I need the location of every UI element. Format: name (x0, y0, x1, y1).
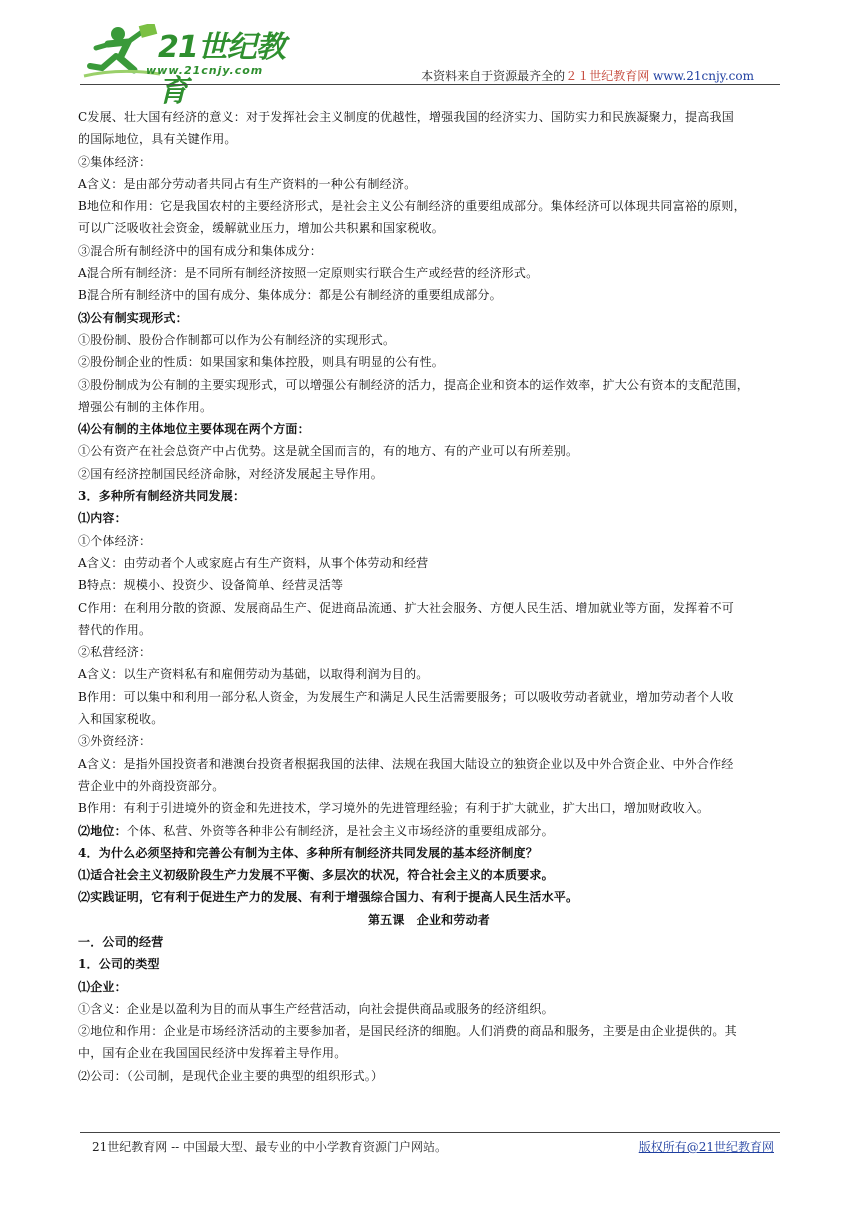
text-line: ②地位和作用：企业是市场经济活动的主要参加者，是国民经济的细胞。人们消费的商品和服务，主要是由企业提供的。其 (78, 1024, 737, 1039)
text-line: B作用：可以集中和利用一部分私人资金，为发展生产和满足人民生活需要服务；可以吸收劳动者就业，增加劳动者个人收 (78, 689, 734, 704)
header-divider (80, 84, 780, 85)
text-line: ①个体经济： (78, 533, 152, 548)
logo-wordmark: 21世纪教育 (158, 30, 285, 109)
text-line: ②集体经济： (78, 154, 152, 169)
document-body (78, 106, 780, 1087)
text-line: ③外资经济： (78, 734, 152, 749)
text-line: ③混合所有制经济中的国有成分和集体成分： (78, 243, 323, 258)
text-line: 可以广泛吸收社会资金，缓解就业压力，增加公共积累和国家税收。 (78, 221, 445, 236)
text-line: A含义：是由部分劳动者共同占有生产资料的一种公有制经济。 (78, 176, 417, 191)
site-logo[interactable] (80, 18, 300, 109)
footer-copyright-link[interactable]: 版权所有@21世纪教育网 (638, 1140, 774, 1154)
section-heading: 一．公司的经营 (78, 934, 164, 949)
text-line: B作用：有利于引进境外的资金和先进技术，学习境外的先进管理经验；有利于扩大就业，扩大出口，增加财政收入。 (78, 801, 710, 816)
text-line: ⑵公司：（公司制，是现代企业主要的典型的组织形式。） (78, 1068, 384, 1083)
tagline-prefix: 本资料来自于资源最齐全的 (421, 69, 566, 83)
text-line: ②股份制企业的性质：如果国家和集体控股，则具有明显的公有性。 (78, 355, 445, 370)
text-line: 营企业中的外商投资部分。 (78, 778, 225, 793)
section-heading: 1．公司的类型 (78, 957, 160, 972)
footer-site-note: 21世纪教育网 -- 中国最大型、最专业的中小学教育资源门户网站。 (92, 1140, 448, 1154)
text-line: C发展、壮大国有经济的意义：对于发挥社会主义制度的优越性，增强我国的经济实力、国防实力和民族凝聚力，提高我国 (78, 110, 734, 124)
text-line: 的国际地位，具有关键作用。 (78, 132, 237, 147)
logo-url: www.21cnjy.com (146, 64, 264, 77)
text-line: 入和国家税收。 (78, 712, 164, 727)
page-header (0, 0, 860, 109)
text-line: 替代的作用。 (78, 622, 152, 637)
section-heading: ⑴企业： (78, 979, 127, 994)
footer-divider (80, 1132, 780, 1133)
section-heading (78, 820, 780, 842)
header-tagline (421, 67, 754, 84)
text-line: A含义：由劳动者个人或家庭占有生产资料，从事个体劳动和经营 (78, 555, 429, 570)
text-line: B特点：规模小、投资少、设备简单、经营灵活等 (78, 578, 344, 593)
text-line: ③股份制成为公有制的主要实现形式，可以增强公有制经济的活力，提高企业和资本的运作效率，扩大公有资本的支配范围， (78, 377, 750, 392)
text-line: B地位和作用：它是我国农村的主要经济形式，是社会主义公有制经济的重要组成部分。集体经济可以体现共同富裕的原则， (78, 199, 746, 214)
text-line: ①含义：企业是以盈利为目的而从事生产经营活动，向社会提供商品或服务的经济组织。 (78, 1001, 554, 1016)
section-heading: ⑴内容： (78, 511, 127, 526)
text-line: A含义：是指外国投资者和港澳台投资者根据我国的法律、法规在我国大陆设立的独资企业以及中外合资企业、中外合作经 (78, 756, 734, 771)
text-line: A含义：以生产资料私有和雇佣劳动为基础，以取得利润为目的。 (78, 667, 429, 682)
text-line: ②国有经济控制国民经济命脉，对经济发展起主导作用。 (78, 466, 384, 481)
text-line: 中，国有企业在我国国民经济中发挥着主导作用。 (78, 1046, 347, 1061)
section-heading: 3．多种所有制经济共同发展： (78, 489, 246, 504)
text-line: ②私营经济： (78, 645, 152, 660)
text-line: ①公有资产在社会总资产中占优势。这是就全国而言的，有的地方、有的产业可以有所差别。 (78, 444, 579, 459)
text-line: C作用：在利用分散的资源、发展商品生产、促进商品流通、扩大社会服务、方便人民生活、增加就业等方面，发挥着不可 (78, 600, 734, 615)
section-heading: ⑷公有制的主体地位主要体现在两个方面： (78, 422, 310, 437)
section-heading: ⑴适合社会主义初级阶段生产力发展不平衡、多层次的状况，符合社会主义的本质要求。 (78, 868, 554, 883)
text-line: ①股份制、股份合作制都可以作为公有制经济的实现形式。 (78, 332, 396, 347)
section-heading: 4．为什么必须坚持和完善公有制为主体、多种所有制经济共同发展的基本经济制度？ (78, 845, 538, 860)
inline-text: 个体、私营、外资等各种非公有制经济，是社会主义市场经济的重要组成部分。 (126, 823, 554, 838)
inline-label: ⑵地位： (78, 823, 127, 838)
lesson-title: 第五课 企业和劳动者 (367, 912, 490, 927)
tagline-url-link[interactable]: www.21cnjy.com (653, 69, 754, 83)
text-line: A混合所有制经济：是不同所有制经济按照一定原则实行联合生产或经营的经济形式。 (78, 266, 539, 281)
tagline-brand: ２１世纪教育网 (565, 69, 650, 83)
text-line: B混合所有制经济中的国有成分、集体成分：都是公有制经济的重要组成部分。 (78, 288, 502, 303)
section-heading: ⑵实践证明，它有利于促进生产力的发展、有利于增强综合国力、有利于提高人民生活水平。 (78, 890, 579, 905)
text-line: 增强公有制的主体作用。 (78, 399, 213, 414)
section-heading: ⑶公有制实现形式： (78, 310, 188, 325)
